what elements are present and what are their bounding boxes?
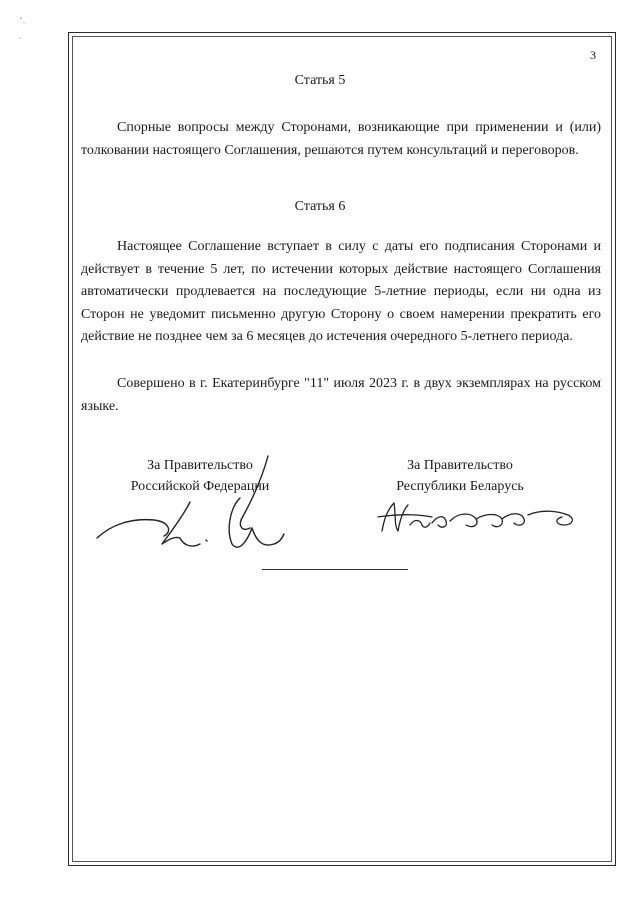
signature-right [372, 495, 592, 545]
article-6-title: Статья 6 [294, 199, 346, 214]
signatory-right-line1: За Правительство [407, 458, 513, 473]
page-number: 3 [590, 48, 596, 62]
signatory-right [370, 455, 550, 497]
article-5-title: Статья 5 [294, 73, 346, 88]
signature-left [92, 448, 292, 558]
separator-line [262, 569, 408, 570]
scan-artifact [18, 14, 38, 49]
signatory-left-line1: За Правительство [147, 458, 253, 473]
signatory-left-line2: Российской Федерации [130, 479, 270, 494]
article-6-text: Настоящее Соглашение вступает в силу с даты его подписания Сторонами и действует в течение 5 лет, по истечении которых действие настоящего Соглашения автоматически продлевается на последующие 5-летние периоды, если ни одна из Сторон не уведомит письменно другую Сторону о своем намерении прекратить его действие не позднее чем за 6 месяцев до истечения очередного 5-летнего периода. [81, 239, 601, 344]
closing-statement: Совершено в г. Екатеринбурге "11" июля 2023 г. в двух экземплярах на русском языке. [81, 376, 601, 414]
signatory-right-line2: Республики Беларусь [396, 479, 524, 494]
article-5-text: Спорные вопросы между Сторонами, возникающие при применении и (или) толковании настоящего Соглашения, решаются путем консультаций и переговоров. [81, 120, 601, 158]
